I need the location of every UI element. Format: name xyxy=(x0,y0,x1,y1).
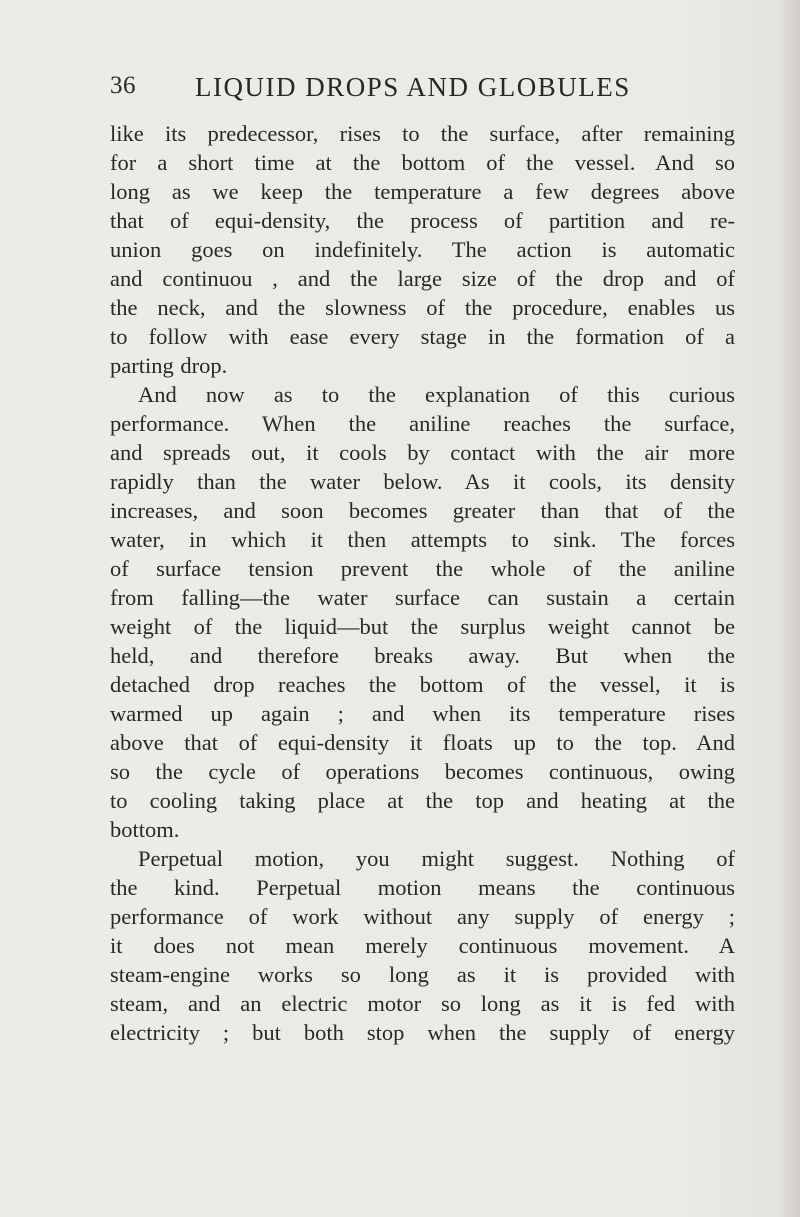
paragraph-start-line: Perpetual motion, you might suggest. Nothing of xyxy=(138,846,735,871)
page-edge-shadow xyxy=(778,0,800,1217)
text-line: that of equi-density, the process of partition and re- xyxy=(110,208,735,233)
text-line: weight of the liquid—but the surplus weight cannot be xyxy=(110,614,735,639)
text-line: union goes on indefinitely. The action is automatic xyxy=(110,237,735,262)
text-line: detached drop reaches the bottom of the vessel, it is xyxy=(110,672,735,697)
paragraph-end-line: bottom. xyxy=(110,817,180,842)
text-line: steam, and an electric motor so long as it is fed with xyxy=(110,991,735,1016)
text-line: held, and therefore breaks away. But when the xyxy=(110,643,735,668)
text-line: it does not mean merely continuous movement. A xyxy=(110,933,735,958)
text-line: for a short time at the bottom of the vessel. And so xyxy=(110,150,735,175)
text-line: performance of work without any supply of energy ; xyxy=(110,904,735,929)
running-title: LIQUID DROPS AND GLOBULES xyxy=(195,72,631,102)
text-line: above that of equi-density it floats up to the top. And xyxy=(110,730,735,755)
text-line: warmed up again ; and when its temperature rises xyxy=(110,701,735,726)
text-line: from falling—the water surface can sustain a certain xyxy=(110,585,735,610)
text-line: to cooling taking place at the top and heating at the xyxy=(110,788,735,813)
text-line: the kind. Perpetual motion means the continuous xyxy=(110,875,735,900)
text-line: to follow with ease every stage in the formation of a xyxy=(110,324,735,349)
paragraph-end-line: parting drop. xyxy=(110,353,228,378)
text-line: increases, and soon becomes greater than that of the xyxy=(110,498,735,523)
text-line: rapidly than the water below. As it cools, its density xyxy=(110,469,735,494)
text-line: steam-engine works so long as it is provided with xyxy=(110,962,735,987)
text-line: performance. When the aniline reaches the surface, xyxy=(110,411,735,436)
text-line: like its predecessor, rises to the surface, after remaining xyxy=(110,121,735,146)
text-line: and continuou , and the large size of the drop and of xyxy=(110,266,735,291)
text-line: water, in which it then attempts to sink. The forces xyxy=(110,527,735,552)
text-line: of surface tension prevent the whole of the aniline xyxy=(110,556,735,581)
paragraph-start-line: And now as to the explanation of this curious xyxy=(138,382,735,407)
text-line: so the cycle of operations becomes continuous, owing xyxy=(110,759,735,784)
text-line: long as we keep the temperature a few degrees above xyxy=(110,179,735,204)
body-text xyxy=(110,119,735,1047)
page-header xyxy=(110,72,710,108)
text-line: the neck, and the slowness of the procedure, enables us xyxy=(110,295,735,320)
page-number: 36 xyxy=(110,72,136,99)
text-line: electricity ; but both stop when the supply of energy xyxy=(110,1020,735,1045)
text-line: and spreads out, it cools by contact with the air more xyxy=(110,440,735,465)
